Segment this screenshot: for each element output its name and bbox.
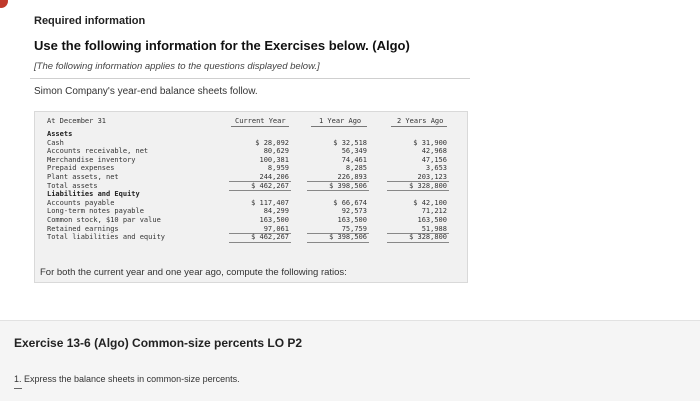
table-row — [35, 164, 467, 173]
row-label: Liabilities and Equity — [47, 190, 140, 199]
row-value: $ 398,506 — [329, 181, 367, 190]
row-value: $ 117,407 — [251, 198, 289, 207]
row-value: 203,123 — [417, 173, 447, 181]
task-number-underline — [14, 388, 22, 389]
row-value: 74,461 — [341, 155, 367, 164]
row-value: $ 328,800 — [409, 233, 447, 242]
row-label: Assets — [47, 130, 73, 138]
row-value: 75,759 — [341, 224, 367, 233]
header-underline — [231, 126, 289, 127]
table-row — [35, 199, 467, 208]
row-value: 3,653 — [425, 164, 447, 173]
table-row — [35, 130, 467, 139]
row-value: 163,500 — [417, 216, 447, 224]
row-value: $ 66,674 — [333, 198, 367, 207]
table-row — [35, 147, 467, 156]
row-value: 8,285 — [345, 164, 367, 173]
row-value: $ 462,267 — [251, 181, 289, 190]
row-value: $ 328,800 — [409, 181, 447, 190]
row-value: 226,893 — [337, 173, 367, 181]
row-value: $ 31,900 — [413, 138, 447, 147]
row-value: 47,156 — [421, 155, 447, 164]
row-label: Plant assets, net — [47, 173, 119, 181]
table-row — [35, 139, 467, 148]
table-row — [35, 156, 467, 165]
row-value: $ 42,100 — [413, 198, 447, 207]
row-label: Total assets — [47, 181, 98, 190]
col-header-1-year-ago: 1 Year Ago — [319, 117, 362, 125]
instruction-note: [The following information applies to the questions displayed below.] — [34, 61, 320, 72]
row-value: 100,381 — [259, 155, 289, 164]
row-value: $ 32,518 — [333, 138, 367, 147]
row-label: Cash — [47, 138, 64, 147]
main-heading: Use the following information for the Exercises below. (Algo) — [34, 38, 410, 53]
table-row — [35, 233, 467, 242]
col-header-current-year: Current Year — [235, 117, 286, 125]
row-value: 163,500 — [337, 216, 367, 224]
row-value: 92,573 — [341, 207, 367, 216]
row-label: Retained earnings — [47, 224, 119, 233]
total-double-line — [307, 242, 369, 243]
required-information-title: Required information — [34, 15, 146, 27]
total-double-line — [387, 242, 449, 243]
top-bar — [0, 0, 700, 12]
table-row — [35, 216, 467, 225]
row-value: 84,299 — [263, 207, 289, 216]
row-label: Accounts receivable, net — [47, 147, 149, 156]
row-value: 8,959 — [267, 164, 289, 173]
table-row — [35, 182, 467, 191]
row-value: $ 462,267 — [251, 233, 289, 242]
row-label: Long-term notes payable — [47, 207, 144, 216]
table-row — [35, 190, 467, 199]
row-value: 51,988 — [421, 224, 447, 233]
intro-text: Simon Company's year-end balance sheets follow. — [34, 86, 258, 97]
header-underline — [311, 126, 367, 127]
col-header-date: At December 31 — [47, 117, 107, 125]
row-label: Accounts payable — [47, 198, 115, 207]
row-label: Common stock, $10 par value — [47, 216, 161, 224]
exercise-title: Exercise 13-6 (Algo) Common-size percents LO P2 — [14, 336, 303, 350]
divider — [30, 78, 470, 79]
task-text: 1. Express the balance sheets in common-size percents. — [14, 374, 240, 384]
exercise-panel — [0, 320, 700, 401]
row-label: Merchandise inventory — [47, 155, 136, 164]
total-double-line — [229, 242, 291, 243]
row-value: $ 398,506 — [329, 233, 367, 242]
row-value: 244,206 — [259, 173, 289, 181]
row-value: 80,629 — [263, 147, 289, 156]
row-value: $ 28,092 — [255, 138, 289, 147]
row-value: 97,061 — [263, 224, 289, 233]
balance-sheet-table — [34, 111, 468, 283]
row-label: Prepaid expenses — [47, 164, 115, 173]
header-underline — [391, 126, 447, 127]
ratio-instruction: For both the current year and one year ago, compute the following ratios: — [40, 267, 347, 278]
row-value: 71,212 — [421, 207, 447, 216]
row-label: Total liabilities and equity — [47, 233, 166, 242]
row-value: 56,349 — [341, 147, 367, 156]
row-value: 163,500 — [259, 216, 289, 224]
row-value: 42,968 — [421, 147, 447, 156]
info-dot-icon — [0, 0, 8, 8]
table-row — [35, 207, 467, 216]
col-header-2-years-ago: 2 Years Ago — [397, 117, 444, 125]
